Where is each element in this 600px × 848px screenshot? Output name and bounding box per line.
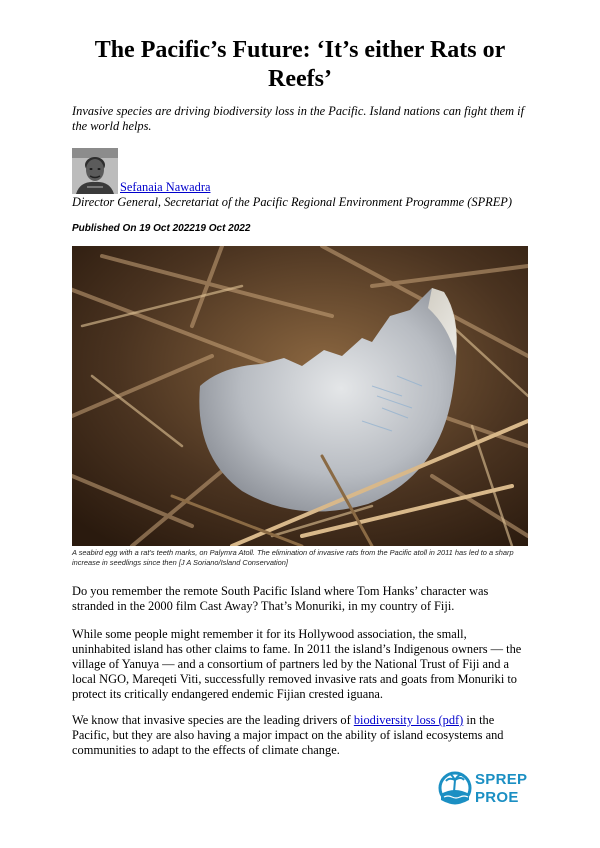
logo-text-sprep: SPREP: [475, 771, 528, 788]
paragraph-text: in the Pacific, but they are also having a major impact on the ability of island ecosystems and communities to adapt to the effects of climate change.: [72, 713, 504, 757]
hero-image: [72, 246, 528, 546]
paragraph-text: We know that invasive species are the leading drivers of: [72, 713, 354, 727]
body-paragraph: While some people might remember it for its Hollywood association, the small, uninhabited island has other claims to fame. In 2011 the island’s Indigenous owners — the village of Yanuya — and a consortium of partners led by the National Trust of Fiji and a local NGO, Mareqeti Viti, successfully removed invasive rats and goats from Monuriki to protect its critically endangered endemic Fijian crested iguana.: [72, 627, 522, 701]
article-standfirst: Invasive species are driving biodiversity loss in the Pacific. Island nations can fight them if the world helps.: [72, 104, 525, 133]
author-role: Director General, Secretariat of the Pacific Regional Environment Programme (SPREP): [72, 195, 512, 209]
biodiversity-loss-link[interactable]: biodiversity loss (pdf): [353, 713, 464, 727]
island-palm-icon: [438, 770, 472, 808]
image-caption: A seabird egg with a rat’s teeth marks, on Palymra Atoll. The elimination of invasive rats from the Pacific atoll in 2011 has led to a sharp increase in seedlings since then [J A Soriano/Island Conservation]: [72, 548, 514, 567]
article-title: The Pacific’s Future: ‘It’s either Rats or Reefs’: [94, 37, 506, 92]
body-paragraph: Do you remember the remote South Pacific Island where Tom Hanks’ character was stranded in the 2000 film Cast Away? That’s Monuriki, in my country of Fiji.: [72, 584, 489, 613]
author-name-link[interactable]: Sefanaia Nawadra: [120, 180, 211, 194]
logo-text-proe: PROE: [475, 789, 519, 806]
sprep-logo: [438, 770, 530, 810]
published-date: Published On 19 Oct 202219 Oct 2022: [72, 223, 251, 234]
body-paragraph: [72, 713, 528, 758]
author-photo: [72, 148, 118, 194]
